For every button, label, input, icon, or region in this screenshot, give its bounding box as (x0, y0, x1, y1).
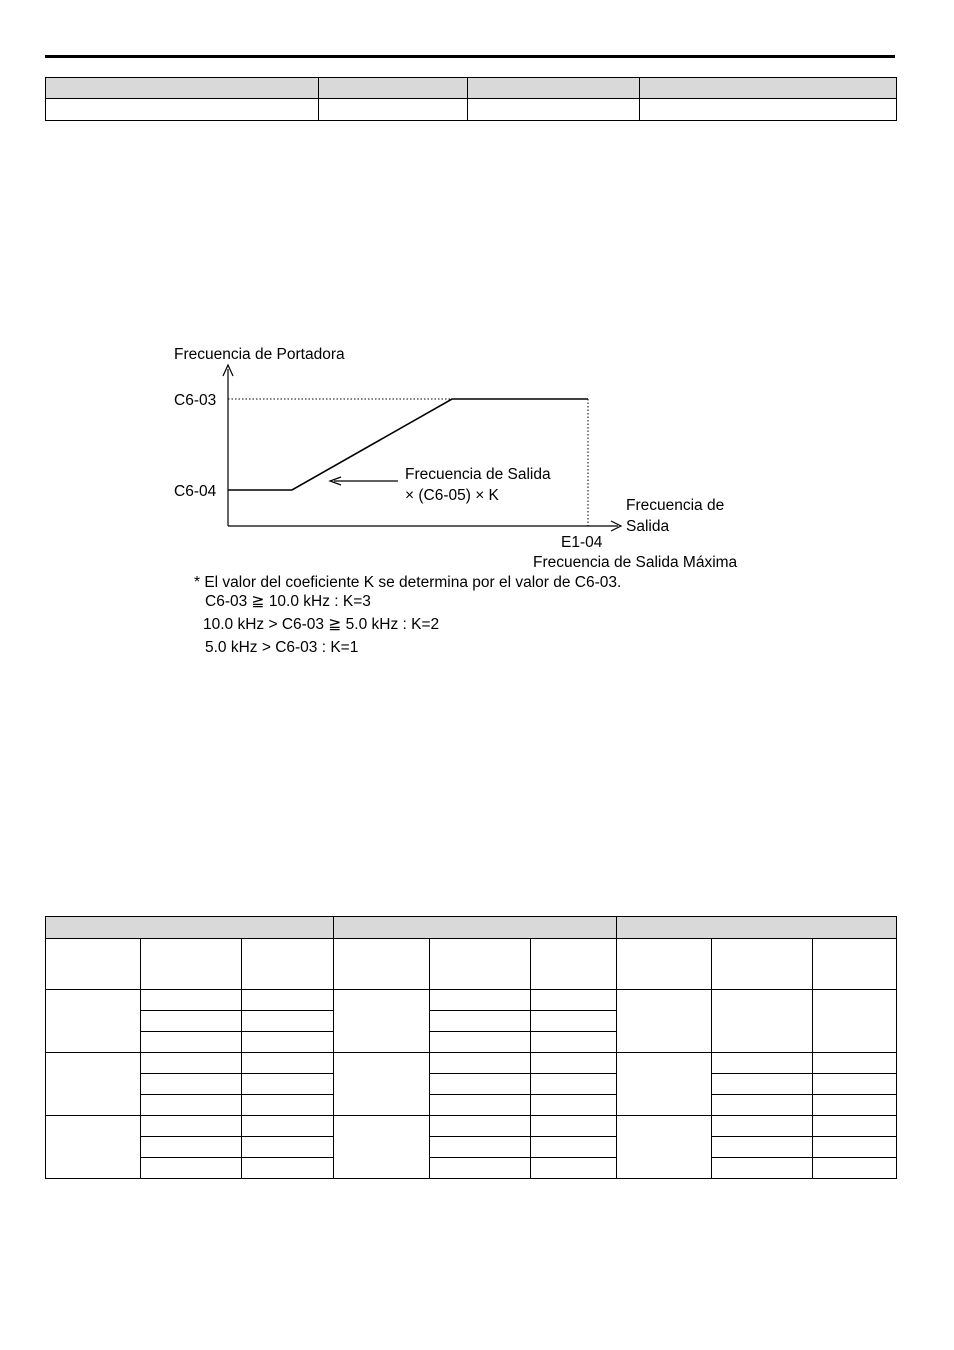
table-cell (531, 990, 617, 1011)
table-row (46, 1074, 897, 1095)
table-cell (640, 99, 897, 121)
table-cell (242, 1116, 334, 1137)
table-cell (712, 990, 813, 1053)
carrier-setting-table (45, 916, 897, 1179)
table-cell (242, 1137, 334, 1158)
table-cell (617, 1116, 712, 1179)
table-cell (242, 1053, 334, 1074)
table-cell (334, 990, 430, 1053)
table-cell (242, 1074, 334, 1095)
table-cell (712, 1053, 813, 1074)
table-header-cell (617, 917, 897, 939)
table-cell (617, 1053, 712, 1116)
table-cell (813, 1158, 897, 1179)
table-header-row (46, 917, 897, 939)
table-cell (430, 1158, 531, 1179)
table-cell (712, 1074, 813, 1095)
table-cell (430, 1074, 531, 1095)
table-cell (46, 990, 141, 1053)
slope-label-line2: × (C6-05) × K (405, 487, 499, 504)
c6-03-label: C6-03 (174, 392, 217, 409)
table-subheader-cell (531, 939, 617, 990)
table-cell (141, 1074, 242, 1095)
table-cell (242, 990, 334, 1011)
table-cell (141, 1116, 242, 1137)
table-cell (141, 1095, 242, 1116)
table-cell (531, 1032, 617, 1053)
table-row (46, 1116, 897, 1137)
note-line-2: 10.0 kHz > C6-03 ≧ 5.0 kHz : K=2 (203, 616, 440, 633)
table-subheader-cell (813, 939, 897, 990)
table-cell (813, 1095, 897, 1116)
table-cell (242, 1011, 334, 1032)
table-cell (430, 990, 531, 1011)
table-cell (319, 99, 468, 121)
table-cell (531, 1074, 617, 1095)
table-header-cell (46, 917, 334, 939)
table-cell (468, 99, 640, 121)
table-cell (531, 1158, 617, 1179)
table-cell (712, 1137, 813, 1158)
table-cell (46, 1053, 141, 1116)
table-header-cell (640, 78, 897, 99)
table-cell (430, 1053, 531, 1074)
table-subheader-cell (46, 939, 141, 990)
table-row (46, 1137, 897, 1158)
table-cell (46, 99, 319, 121)
table-cell (430, 1116, 531, 1137)
e1-04-label: E1-04 (561, 534, 603, 551)
table-cell (141, 1032, 242, 1053)
table-subheader-cell (617, 939, 712, 990)
table-row (46, 990, 897, 1011)
table-cell (141, 1053, 242, 1074)
parameter-table (45, 77, 897, 121)
table-cell (617, 990, 712, 1053)
table-cell (242, 1032, 334, 1053)
table-subheader-cell (334, 939, 430, 990)
table-cell (430, 1095, 531, 1116)
table-cell (531, 1116, 617, 1137)
table-cell (334, 1116, 430, 1179)
table-header-cell (334, 917, 617, 939)
table-cell (813, 1053, 897, 1074)
table-subheader-cell (141, 939, 242, 990)
table-cell (242, 1095, 334, 1116)
table-row (46, 1053, 897, 1074)
table-cell (712, 1116, 813, 1137)
table-cell (334, 1053, 430, 1116)
table-cell (141, 1158, 242, 1179)
table-cell (430, 1032, 531, 1053)
table-row (46, 1158, 897, 1179)
header-rule (45, 55, 895, 58)
table-cell (712, 1095, 813, 1116)
table-row (46, 1095, 897, 1116)
table-cell (813, 1116, 897, 1137)
table-cell (46, 1116, 141, 1179)
table-cell (430, 1137, 531, 1158)
note-line-1: C6-03 ≧ 10.0 kHz : K=3 (205, 593, 371, 610)
table-cell (141, 990, 242, 1011)
note-line-3: 5.0 kHz > C6-03 : K=1 (205, 639, 359, 656)
table-cell (813, 990, 897, 1053)
table-subheader-cell (430, 939, 531, 990)
carrier-frequency-diagram (150, 335, 790, 665)
table-cell (242, 1158, 334, 1179)
c6-04-label: C6-04 (174, 483, 217, 500)
table-cell (531, 1053, 617, 1074)
table-cell (813, 1074, 897, 1095)
table-cell (531, 1011, 617, 1032)
x-max-label: Frecuencia de Salida Máxima (533, 554, 738, 571)
table-header-cell (319, 78, 468, 99)
table-subheader-cell (242, 939, 334, 990)
table-cell (531, 1137, 617, 1158)
table-header-cell (468, 78, 640, 99)
table-cell (141, 1011, 242, 1032)
note-title: * El valor del coeficiente K se determina por el valor de C6-03. (194, 574, 622, 591)
table-subheader-cell (712, 939, 813, 990)
table-cell (141, 1137, 242, 1158)
x-axis-label-line2: Salida (626, 518, 670, 535)
table-header-row (46, 78, 897, 99)
table-cell (813, 1137, 897, 1158)
table-row (46, 99, 897, 121)
table-subheader-row (46, 939, 897, 990)
slope-label-line1: Frecuencia de Salida (405, 466, 551, 483)
x-axis-label-line1: Frecuencia de (626, 497, 725, 514)
table-cell (531, 1095, 617, 1116)
table-header-cell (46, 78, 319, 99)
table-cell (712, 1158, 813, 1179)
y-axis-label: Frecuencia de Portadora (174, 346, 345, 363)
table-cell (430, 1011, 531, 1032)
